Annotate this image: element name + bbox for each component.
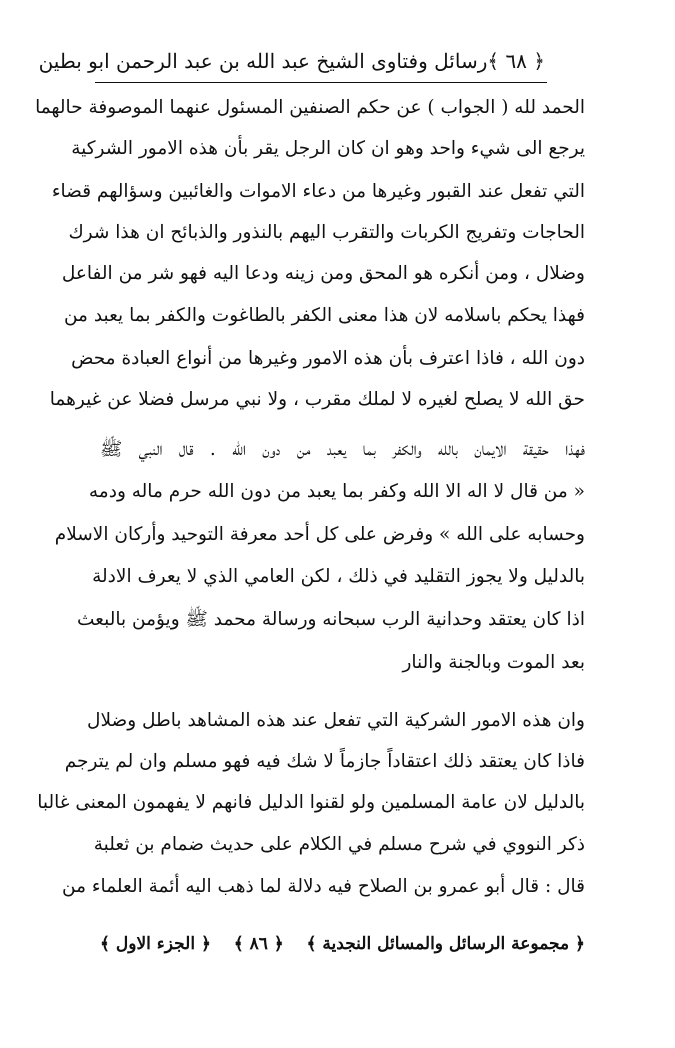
- page-footer: [100, 925, 585, 961]
- body-line: الحاجات وتفريج الكربات والتقرب اليهم بالنذور والذبائح ان هذا شرك: [68, 222, 585, 243]
- body-line: وان هذه الامور الشركية التي تفعل عند هذه المشاهد باطل وضلال: [87, 710, 585, 731]
- footer-volume: ﴿ الجزء الاول ﴾: [100, 933, 211, 954]
- page-header: [38, 44, 545, 78]
- body-line: بعد الموت وبالجنة والنار: [402, 652, 585, 673]
- body-line: فهذا حقيقة الايمان بالله والكفر بما يعبد من دون الله . قال النبي ﷺ: [100, 439, 585, 460]
- body-line: التي تفعل عند القبور وغيرها من دعاء الاموات والغائبين وسؤالهم قضاء: [51, 181, 585, 202]
- body-line: فهذا يحكم باسلامه لان هذا معنى الكفر بالطاغوت والكفر بما يعبد من: [63, 305, 585, 326]
- body-line: « من قال لا اله الا الله وكفر بما يعبد من دون الله حرم ماله ودمه: [88, 481, 585, 502]
- body-line: حق الله لا يصلح لغيره لا لملك مقرب ، ولا نبي مرسل فضلا عن غيرهما: [49, 389, 585, 410]
- header-title: رسائل وفتاوى الشيخ عبد الله بن عبد الرحمن ابو بطين: [38, 49, 488, 73]
- footer-page-number: ﴿ ٨٦ ﴾: [233, 933, 284, 954]
- header-rule: [95, 82, 547, 83]
- body-line: وضلال ، ومن أنكره هو المحق ومن زينه ودعا اليه فهو شر من الفاعل: [61, 263, 585, 284]
- body-line: فاذا كان يعتقد ذلك اعتقاداً جازماً لا شك فيه فهو مسلم وان لم يترجم: [64, 751, 585, 772]
- body-line: بالدليل لان عامة المسلمين ولو لقنوا الدليل فانهم لا يفهمون المعنى غالبا: [37, 792, 585, 813]
- body-line: دون الله ، فاذا اعترف بأن هذه الامور وغيرها من أنواع العبادة محض: [71, 348, 585, 369]
- body-line: قال : قال أبو عمرو بن الصلاح فيه دلالة لما ذهب اليه أئمة العلماء من: [61, 876, 585, 897]
- body-line: يرجع الى شيء واحد وهو ان كان الرجل يقر بأن هذه الامور الشركية: [71, 138, 585, 159]
- footer-collection-title: ﴿ مجموعة الرسائل والمسائل النجدية ﴾: [306, 933, 585, 954]
- body-line: اذا كان يعتقد وحدانية الرب سبحانه ورسالة محمد ﷺ ويؤمن بالبعث: [77, 609, 585, 630]
- body-line: وحسابه على الله » وفرض على كل أحد معرفة التوحيد وأركان الاسلام: [54, 524, 585, 545]
- body-line: بالدليل ولا يجوز التقليد في ذلك ، لكن العامي الذي لا يعرف الادلة: [92, 566, 585, 587]
- header-page-number: ﴿ ٦٨ ﴾: [487, 49, 545, 73]
- body-line: الحمد لله ( الجواب ) عن حكم الصنفين المسئول عنهما الموصوفة حالهما: [35, 97, 585, 118]
- body-line: ذكر النووي في شرح مسلم في الكلام على حديث ضمام بن ثعلبة: [93, 834, 585, 855]
